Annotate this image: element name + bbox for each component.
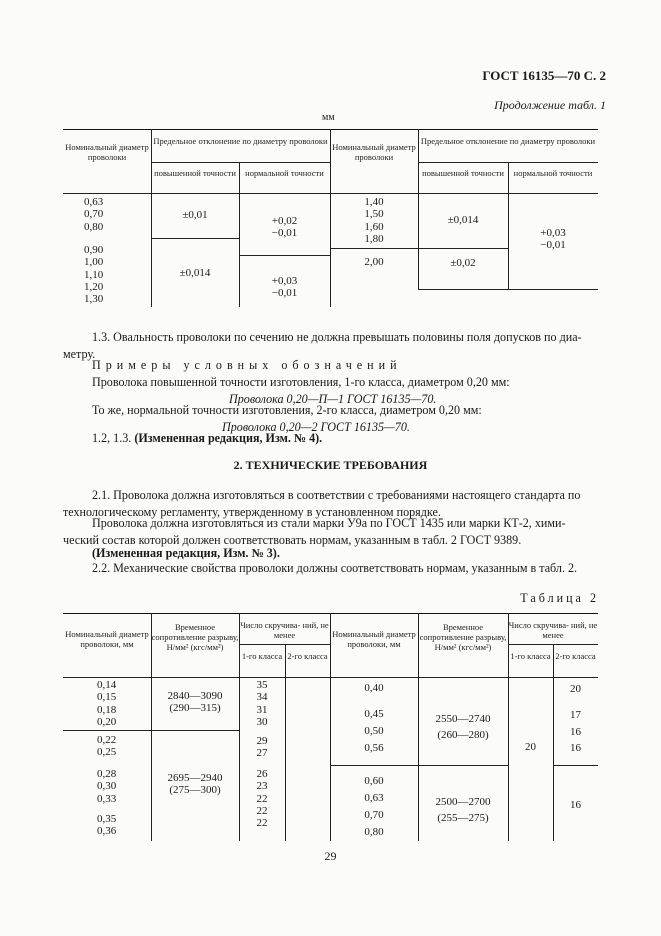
table2-diameter-right: 0,50 [364, 725, 384, 737]
example1-designation: Проволока 0,20—П—1 ГОСТ 16135—70. [229, 392, 437, 406]
table1-normal-value2: +0,03 −0,01 [271, 275, 298, 300]
examples-heading: Примеры условных обозначений [92, 358, 402, 372]
page-number: 29 [324, 849, 337, 863]
table2-diameter-right: 0,80 [364, 826, 384, 838]
table1-diameters-group2: 0,90 1,00 1,10 1,20 1,30 [84, 244, 104, 306]
table1-diameters-group3: 1,40 1,50 1,60 1,80 [364, 196, 384, 245]
amendment-note-1 [92, 430, 322, 447]
table2-tensile-left-group2: 2695—2940 (275—300) [167, 772, 223, 797]
table2-header-nominal-left: Номинальный диаметр проволоки, мм [65, 629, 149, 649]
table2-tensile-right-group1: 2550—2740 (260—280) [435, 713, 491, 741]
table2-class2-right: 17 [570, 709, 581, 721]
table2-class2-right: 16 [570, 799, 581, 811]
table2-header-nominal-right: Номинальный диаметр проволоки, мм [332, 629, 416, 649]
table-continuation-note: Продолжение табл. 1 [494, 98, 606, 112]
paragraph-1-3-line2: метру. [63, 347, 96, 361]
table2-tensile-left-group1: 2840—3090 (290—315) [167, 690, 223, 715]
table2-header-class2-left: 2-го класса [287, 651, 328, 661]
section-heading: 2. ТЕХНИЧЕСКИЕ ТРЕБОВАНИЯ [233, 458, 428, 472]
table1-header-deviation-right: Предельное отклонение по диаметру проволоки [420, 136, 596, 146]
table2-header-tensile-left: Временное сопротивление разрыву, Н/мм² (кгс/мм²) [151, 622, 239, 652]
table2-class2-right: 16 [570, 742, 581, 754]
table2-header-class1-left: 1-го класса [241, 651, 283, 661]
table2-class1-left-group3: 26 23 22 22 22 [256, 768, 268, 830]
table2-diameters-group2: 0,22 0,25 [97, 734, 117, 759]
table1-header-deviation-left: Предельное отклонение по диаметру проволоки [153, 136, 328, 146]
table2-caption: Таблица 2 [520, 591, 599, 605]
table2-header-class2-right: 2-го класса [555, 651, 596, 661]
amendment-note-1-text: (Измененная редакция, Изм. № 4). [134, 431, 323, 445]
amendment-note-2: (Измененная редакция, Изм. № 3). [92, 546, 280, 560]
paragraph-2-1b-line2: ческий состав которой должен соответствовать нормам, указанным в табл. 2 ГОСТ 9389. [63, 533, 522, 547]
table2-diameter-right: 0,40 [364, 682, 384, 694]
table2-diameter-right: 0,63 [364, 792, 384, 804]
example1-text: Проволока повышенной точности изготовления, 1-го класса, диаметром 0,20 мм: [92, 375, 510, 389]
table2-class1-right: 20 [525, 741, 536, 753]
paragraph-2-1b-line1: Проволока должна изготовляться из стали марки У9а по ГОСТ 1435 или марки КТ-2, хими- [92, 516, 566, 530]
table1-header-nominal-right: Номинальный диаметр проволоки [332, 142, 416, 162]
paragraph-2-1-line2: технологическому регламенту, утвержденному в установленном порядке. [63, 505, 441, 519]
paragraph-1-3-line1: 1.3. Овальность проволоки по сечению не должна превышать половины поля допусков по диа- [92, 330, 582, 344]
paragraph-2-2: 2.2. Механические свойства проволоки должны соответствовать нормам, указанным в табл. 2. [92, 561, 578, 575]
table1-header-increased-right: повышенной точности [422, 168, 504, 178]
table1-diameters-group4: 2,00 [364, 256, 384, 268]
table2-header-class1-right: 1-го класса [510, 651, 551, 661]
table2-class1-left-group1: 35 34 31 30 [256, 679, 268, 728]
table2-diameters-group4: 0,35 0,36 [97, 813, 117, 838]
table2-header-tensile-right: Временное сопротивление разрыву, Н/мм² (кгс/мм²) [419, 622, 507, 652]
example2-designation: Проволока 0,20—2 ГОСТ 16135—70. [222, 420, 410, 434]
table2-diameter-right: 0,70 [364, 809, 384, 821]
table2-diameters-group3: 0,28 0,30 0,33 [97, 768, 117, 805]
table1-increased-value2: ±0,014 [179, 267, 211, 279]
table2-diameter-right: 0,56 [364, 742, 384, 754]
document-code: ГОСТ 16135—70 С. 2 [482, 68, 606, 83]
table2-header-twists-left: Число скручива- ний, не менее [240, 620, 329, 640]
table2-header-twists-right: Число скручива- ний, не менее [508, 620, 598, 640]
table1-normal-value1: +0,02 −0,01 [271, 215, 298, 240]
table1-increased-value3: ±0,014 [447, 214, 479, 226]
table1-increased-value1: ±0,01 [182, 209, 208, 221]
table2-class1-left-group2: 29 27 [256, 735, 268, 760]
table1-header-nominal-left: Номинальный диаметр проволоки [65, 142, 149, 162]
table1-header-increased-left: повышенной точности [154, 168, 236, 178]
paragraph-2-1-line1: 2.1. Проволока должна изготовляться в соответствии с требованиями настоящего стандарта по [92, 488, 581, 502]
table2-class2-right: 20 [570, 683, 581, 695]
table2-class2-right: 16 [570, 726, 581, 738]
table2-diameter-right: 0,45 [364, 708, 384, 720]
table2-tensile-right-group2: 2500—2700 (255—275) [435, 796, 491, 824]
unit-label: мм [322, 112, 335, 123]
example2-text: То же, нормальной точности изготовления, 2-го класса, диаметром 0,20 мм: [92, 403, 482, 417]
table1-diameters-group1: 0,63 0,70 0,80 [84, 196, 104, 233]
table2-diameter-right: 0,60 [364, 775, 384, 787]
table1-increased-value4: ±0,02 [450, 257, 476, 269]
table1-normal-value3: +0,03 −0,01 [540, 227, 566, 252]
amendment-note-1-clauses: 1.2, 1.3. [92, 431, 132, 445]
table1-header-normal-left: нормальной точности [245, 168, 324, 178]
table1-header-normal-right: нормальной точности [513, 168, 593, 178]
table2-diameters-group1: 0,14 0,15 0,18 0,20 [97, 679, 117, 728]
